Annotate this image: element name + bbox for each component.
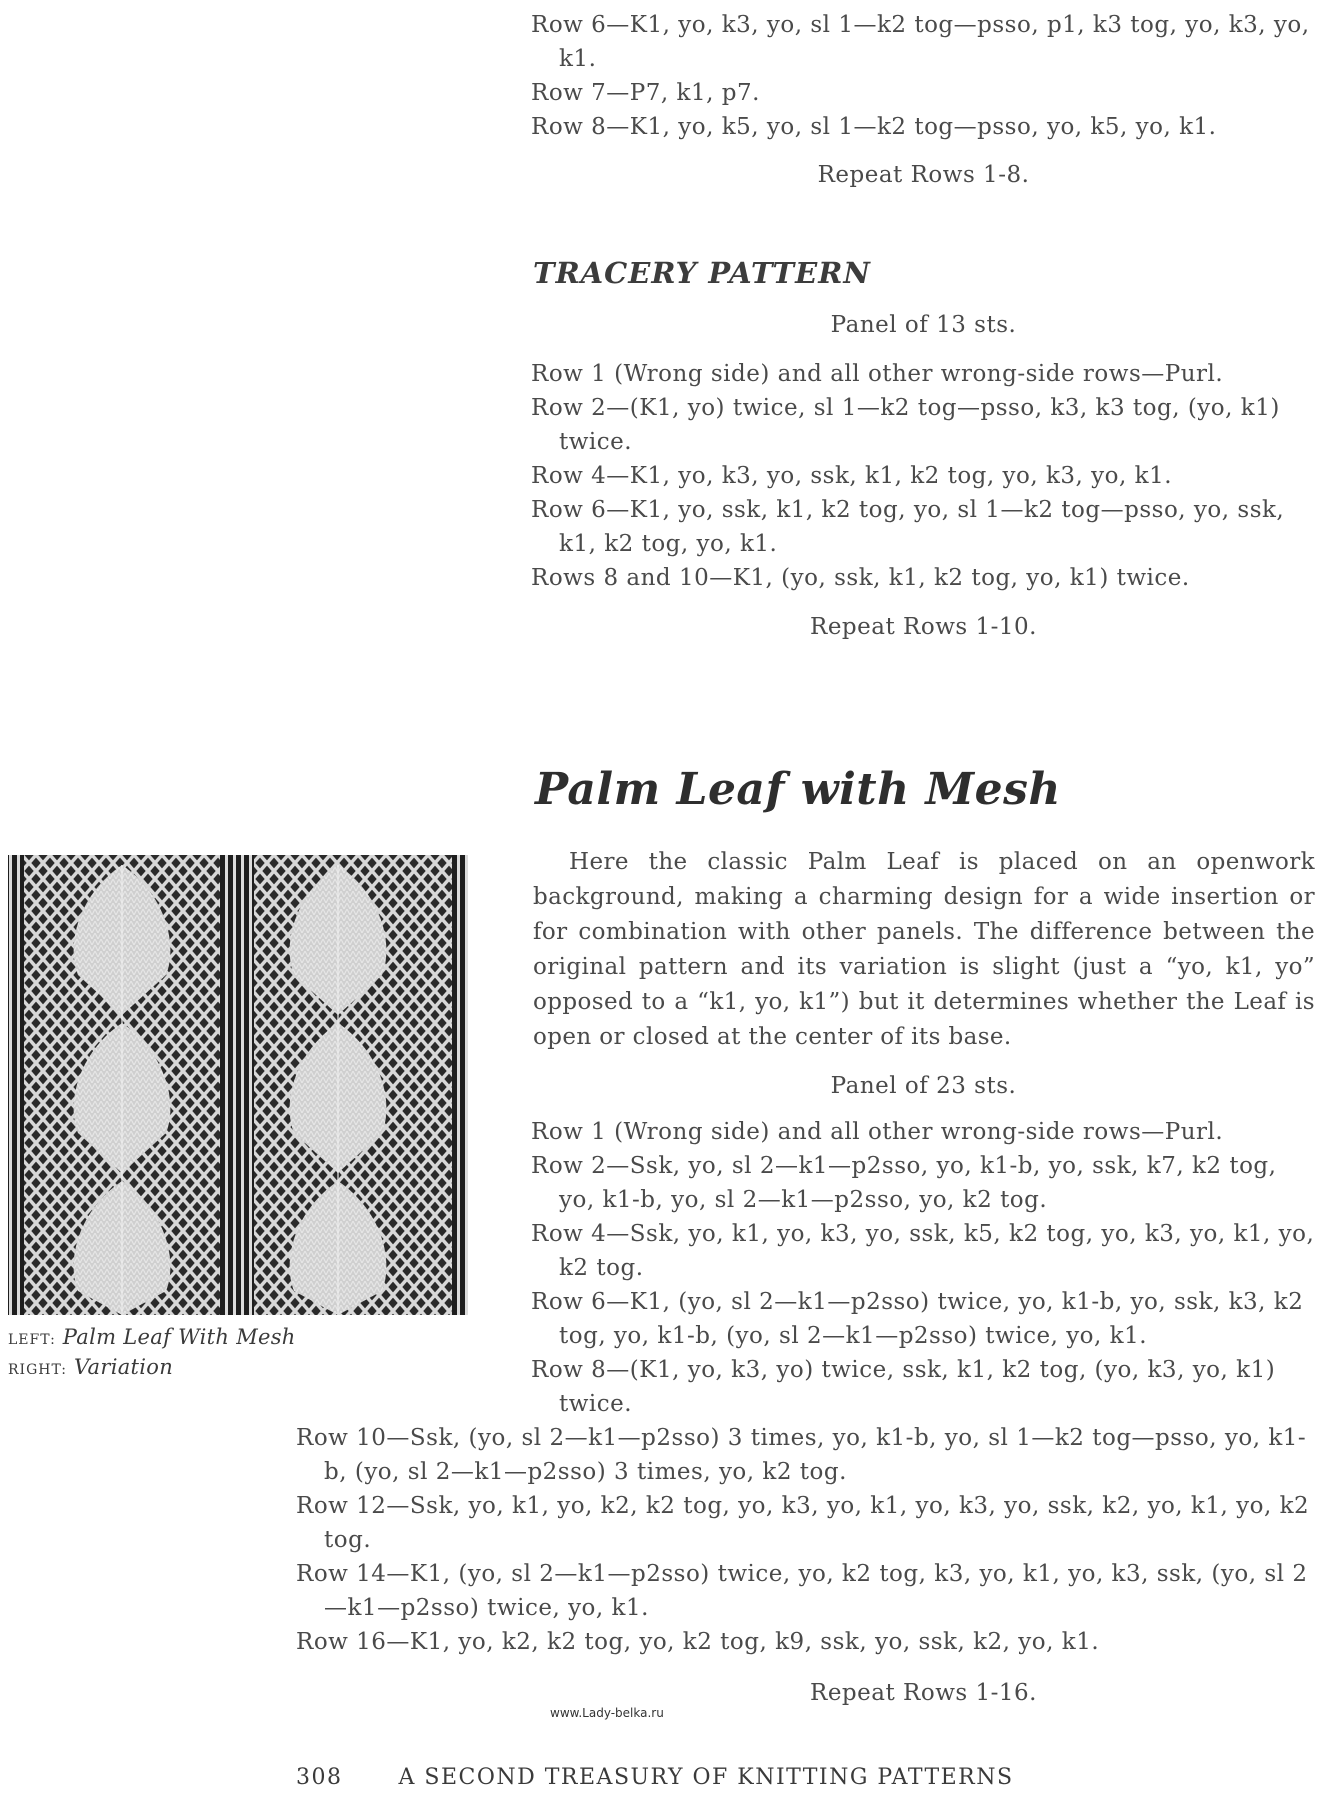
instruction-row: Row 1 (Wrong side) and all other wrong-side rows—Purl. [531, 361, 1224, 387]
caption-text: Variation [74, 1355, 174, 1379]
instruction-row: Row 4—K1, yo, k3, yo, ssk, k1, k2 tog, yo, k3, yo, k1. [531, 463, 1173, 489]
instruction-row: Row 12—Ssk, yo, k1, yo, k2, k2 tog, yo, k3, yo, k1, yo, k3, yo, ssk, k2, yo, k1, yo, k2 tog. [296, 1493, 1310, 1553]
pattern-description: Here the classic Palm Leaf is placed on an openwork background, making a charming design for a wide insertion or for combination with other panels. The difference between the original pattern and its variation is slight (just a “yo, k1, yo” opposed to a “k1, yo, k1”) but it determines whether the Leaf is open or closed at the center of its base. [533, 849, 1315, 1050]
instruction-row: Row 2—Ssk, yo, sl 2—k1—p2sso, yo, k1-b, yo, ssk, k7, k2 tog, yo, k1-b, yo, sl 2—k1—p2sso, yo, k2 tog. [531, 1153, 1277, 1213]
instruction-row: Row 14—K1, (yo, sl 2—k1—p2sso) twice, yo, k2 tog, k3, yo, k1, yo, k3, ssk, (yo, sl 2—k1—p2sso) twice, yo, k1. [296, 1561, 1308, 1621]
lace-swatch-image [8, 855, 468, 1315]
instruction-row: Row 8—(K1, yo, k3, yo) twice, ssk, k1, k2 tog, (yo, k3, yo, k1) twice. [531, 1357, 1276, 1417]
instruction-row: Rows 8 and 10—K1, (yo, ssk, k1, k2 tog, yo, k1) twice. [531, 565, 1190, 591]
book-title: A SECOND TREASURY OF KNITTING PATTERNS [398, 1765, 1014, 1790]
caption-text: Palm Leaf With Mesh [62, 1325, 296, 1349]
instruction-row: Row 6—K1, (yo, sl 2—k1—p2sso) twice, yo, k1-b, yo, ssk, k3, k2 tog, yo, k1-b, (yo, sl 2—k1—p2sso) twice, yo, k1. [531, 1289, 1304, 1349]
photo-caption-right [8, 1355, 173, 1379]
photo-caption-left [8, 1325, 296, 1349]
instruction-row: Row 7—P7, k1, p7. [531, 80, 760, 106]
instruction-row: Row 6—K1, yo, k3, yo, sl 1—k2 tog—psso, p1, k3 tog, yo, k3, yo, k1. [531, 12, 1310, 72]
instruction-row: Row 8—K1, yo, k5, yo, sl 1—k2 tog—psso, yo, k5, yo, k1. [531, 114, 1217, 140]
panel-count: Panel of 13 sts. [830, 312, 1017, 338]
pattern-title: Palm Leaf with Mesh [535, 764, 1061, 815]
page-footer [296, 1765, 1014, 1790]
panel-count: Panel of 23 sts. [830, 1073, 1017, 1099]
caption-label: LEFT: [8, 1332, 56, 1348]
instruction-row: Row 4—Ssk, yo, k1, yo, k3, yo, ssk, k5, k2 tog, yo, k3, yo, k1, yo, k2 tog. [531, 1221, 1315, 1281]
swatch-photo [8, 855, 468, 1315]
repeat-note: Repeat Rows 1-10. [810, 614, 1037, 640]
section-heading-tracery: TRACERY PATTERN [533, 256, 871, 290]
repeat-note: Repeat Rows 1-16. [810, 1680, 1037, 1706]
instruction-row: Row 1 (Wrong side) and all other wrong-side rows—Purl. [531, 1119, 1224, 1145]
watermark-url: www.Lady-belka.ru [550, 1706, 664, 1720]
page-number: 308 [296, 1765, 343, 1790]
instruction-row: Row 16—K1, yo, k2, k2 tog, yo, k2 tog, k9, ssk, yo, ssk, k2, yo, k1. [296, 1629, 1100, 1655]
instruction-row: Row 2—(K1, yo) twice, sl 1—k2 tog—psso, k3, k3 tog, (yo, k1) twice. [531, 395, 1280, 455]
caption-label: RIGHT: [8, 1362, 68, 1378]
instruction-row: Row 6—K1, yo, ssk, k1, k2 tog, yo, sl 1—k2 tog—psso, yo, ssk, k1, k2 tog, yo, k1. [531, 497, 1285, 557]
repeat-note: Repeat Rows 1-8. [817, 162, 1030, 188]
instruction-row: Row 10—Ssk, (yo, sl 2—k1—p2sso) 3 times, yo, k1-b, yo, sl 1—k2 tog—psso, yo, k1-b, (yo, sl 2—k1—p2sso) 3 times, yo, k2 tog. [296, 1425, 1307, 1485]
